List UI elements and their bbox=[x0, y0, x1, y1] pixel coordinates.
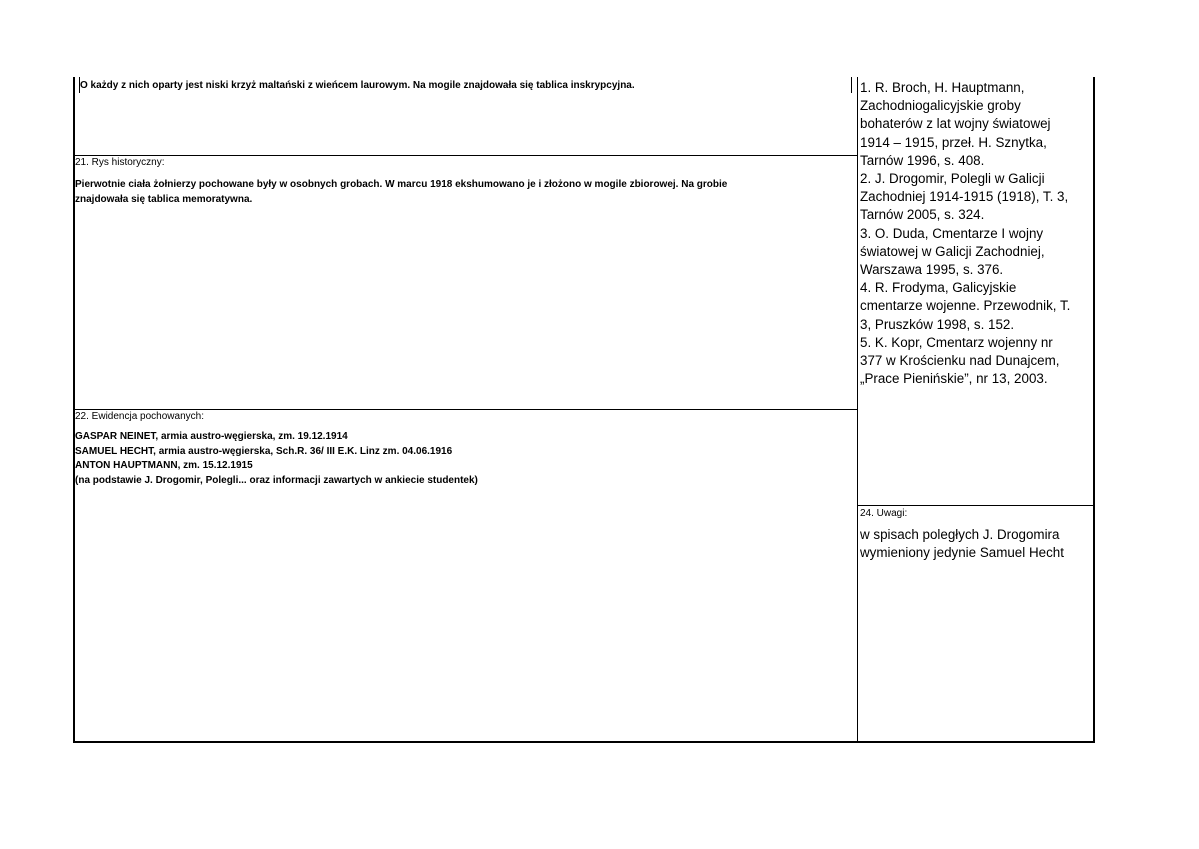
table-divider bbox=[851, 77, 852, 93]
list-item: cmentarze wojenne. Przewodnik, T. bbox=[860, 298, 1071, 314]
remarks-text bbox=[860, 526, 1092, 562]
list-item: 5. K. Kopr, Cmentarz wojenny nr bbox=[860, 334, 1053, 350]
list-item: (na podstawie J. Drogomir, Polegli... oraz informacji zawartych w ankiecie studentek) bbox=[75, 474, 478, 486]
section-24-label: 24. Uwagi: bbox=[860, 508, 908, 519]
list-item: 377 w Krościenku nad Dunajcem, bbox=[860, 353, 1060, 369]
section-22-label: 22. Ewidencja pochowanych: bbox=[75, 411, 204, 422]
text-line: w spisach poległych J. Drogomira bbox=[860, 527, 1060, 542]
list-item: „Prace Pienińskie”, nr 13, 2003. bbox=[860, 371, 1048, 387]
burial-register-list bbox=[75, 430, 855, 488]
references-list bbox=[860, 79, 1092, 388]
references-cell bbox=[860, 79, 1092, 499]
section-remarks bbox=[860, 508, 1092, 738]
list-item: Tarnów 2005, s. 324. bbox=[860, 207, 985, 223]
text-line: wymieniony jedynie Samuel Hecht bbox=[860, 545, 1064, 560]
list-item: Warszawa 1995, s. 376. bbox=[860, 262, 1004, 278]
list-item: Tarnów 1996, s. 408. bbox=[860, 152, 985, 168]
list-item: bohaterów z lat wojny światowej bbox=[860, 116, 1051, 132]
list-item: 4. R. Frodyma, Galicyjskie bbox=[860, 280, 1017, 296]
section-burial-register bbox=[75, 411, 855, 741]
list-item: 1. R. Broch, H. Hauptmann, bbox=[860, 80, 1025, 95]
list-item: Zachodniej 1914-1915 (1918), T. 3, bbox=[860, 189, 1069, 205]
list-item: 3, Pruszków 1998, s. 152. bbox=[860, 316, 1015, 332]
historical-outline-text bbox=[75, 177, 855, 207]
text-line: Pierwotnie ciała żołnierzy pochowane były w osobnych grobach. W marcu 1918 ekshumowano je i złożono w mogile zbiorowej. Na grobie bbox=[75, 179, 728, 190]
table-divider bbox=[857, 505, 1094, 506]
list-item: GASPAR NEINET, armia austro-węgierska, zm. 19.12.1914 bbox=[75, 431, 348, 442]
table-divider bbox=[73, 409, 858, 410]
section-historical-outline bbox=[75, 157, 855, 407]
top-cell bbox=[80, 78, 850, 98]
table-divider bbox=[73, 155, 858, 156]
monument-description: O każdy z nich oparty jest niski krzyż maltański z wieńcem laurowym. Na mogile znajdowała się tablica inskrypcyjna. bbox=[80, 80, 635, 91]
list-item: 1914 – 1915, przeł. H. Sznytka, bbox=[860, 134, 1047, 150]
list-item: 2. J. Drogomir, Polegli w Galicji bbox=[860, 171, 1045, 187]
section-21-label: 21. Rys historyczny: bbox=[75, 157, 165, 168]
list-item: ANTON HAUPTMANN, zm. 15.12.1915 bbox=[75, 460, 253, 471]
list-item: 3. O. Duda, Cmentarze I wojny bbox=[860, 225, 1044, 241]
list-item: SAMUEL HECHT, armia austro-węgierska, Sch.R. 36/ III E.K. Linz zm. 04.06.1916 bbox=[75, 445, 453, 457]
list-item: światowej w Galicji Zachodniej, bbox=[860, 243, 1045, 259]
text-line: znajdowała się tablica memoratywna. bbox=[75, 194, 253, 205]
list-item: Zachodniogalicyjskie groby bbox=[860, 98, 1021, 114]
